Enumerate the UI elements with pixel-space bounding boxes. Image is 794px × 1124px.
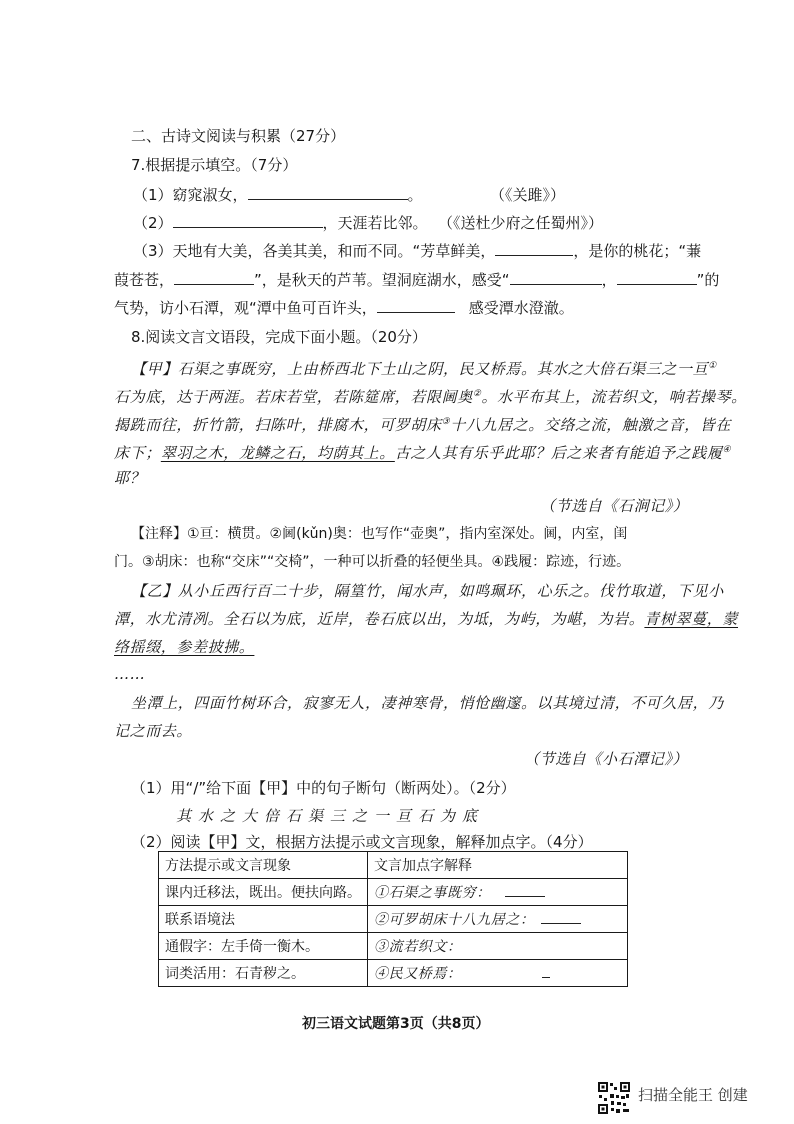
jia-line4-text: 床下； [114,444,161,462]
section-title: 二、古诗文阅读与积累（27分） [131,127,346,145]
q7-line1 [133,185,423,205]
q7-blank-7[interactable] [377,300,455,313]
yi-line2-text: 潭，水尤清冽。全石以为底，近岸，卷石底以出，为坻，为屿，为嵁，为岩。 [114,610,645,628]
jia-line3-text-b: 十八九居之。交络之流，触激之音，皆在 [450,416,732,434]
q7-line1-text: （1）窈窕淑女， [133,186,248,204]
note-mark-1: ① [708,361,717,371]
q7-line5 [114,298,574,318]
jia-line4 [114,440,731,463]
notes-line2: 门。③胡床：也称“交床”“交椅”，一种可以折叠的轻便坐具。④践履：踪迹，行迹。 [114,554,631,570]
yi-underlined-sentence-a: 青树翠蔓，蒙 [644,610,739,628]
note-mark-3: ③ [441,417,451,427]
q7-blank-1[interactable] [248,187,408,200]
jia-line2-text: 石为底，达于两涯。若床若堂，若陈筵席，若限阃奥 [114,388,473,406]
sub2-stem: （2）阅读【甲】文，根据方法提示或文言现象，解释加点字。（4分） [131,833,593,851]
q7-line1-source: （《关雎》） [490,186,566,204]
q7-line1-end: 。 [407,186,423,204]
table-row [159,906,628,933]
table-header-cell: 文言加点字解释 [368,852,628,879]
answer-blank[interactable] [542,965,550,978]
yi-line2 [114,609,738,629]
sub1-sentence[interactable]: 其水之大倍石渠三之一亘石为底 [176,807,485,825]
q7-line3-text: （3）天地有大美，各美其美，和而不同。“芳草鲜美， [133,242,496,260]
scanner-label: 扫描全能王 创建 [638,1086,748,1104]
note-mark-2: ② [472,389,482,399]
q7-line2 [133,213,428,233]
answer-prompt: ④民又桥焉： [374,966,462,982]
answer-prompt: ③流若织文： [374,939,462,955]
q7-line5-end: 感受潭水澄澈。 [468,299,574,317]
q7-blank-2[interactable] [173,215,323,228]
table-row [159,960,628,987]
qr-code-icon [597,1081,631,1115]
page-footer: 初三语文试题第3页（共8页） [302,1016,490,1032]
jia-source: （节选自《石涧记》） [540,497,689,515]
table-row [159,933,628,960]
table-cell-answer[interactable] [368,960,628,987]
method-table [158,851,628,987]
table-cell-answer[interactable] [368,933,628,960]
q7-stem: 7.根据提示填空。（7分） [131,156,298,174]
q7-line3-end: ，是你的桃花；“蒹 [573,242,702,260]
q7-line4-text: 葭苍苍， [114,271,175,289]
yi-line3 [114,637,254,657]
table-header-row [159,852,628,879]
q8-stem: 8.阅读文言文语段，完成下面小题。（20分） [131,328,427,346]
q7-blank-4[interactable] [174,272,254,285]
table-header-cell: 方法提示或文言现象 [159,852,368,879]
q7-line4-mid: ”，是秋天的芦苇。望洞庭湖水，感受“ [254,271,510,289]
q7-blank-3[interactable] [495,243,573,256]
q7-line4-comma: ， [601,271,617,289]
jia-line3-text: 揭跣而往，折竹箭，扫陈叶，排腐木，可罗胡床 [114,416,442,434]
answer-blank[interactable] [541,911,581,924]
yi-line5: 记之而去。 [114,722,193,740]
answer-prompt: ①石渠之事既穷： [374,885,491,901]
jia-line1 [131,356,717,379]
q7-line2-source: （《送杜少府之任蜀州》） [438,214,604,232]
yi-underlined-sentence-b: 络摇缀，参差披拂。 [114,638,255,656]
jia-line5: 耶？ [114,469,146,487]
q7-line2-end: ，天涯若比邻。 [322,214,428,232]
q7-blank-6[interactable] [617,272,697,285]
jia-underlined-sentence: 翠羽之木，龙鳞之石，均荫其上。 [160,444,395,462]
q7-line4 [114,270,719,290]
q7-line2-text: （2） [133,214,173,232]
jia-line4-text-b: 古之人其有乐乎此耶？后之来者有能追予之践履 [394,444,723,462]
table-cell-method: 通假字：左手倚一衡木。 [159,933,368,960]
notes-line1: 【注释】①亘：横贯。②阃(kǔn)奥：也写作“壶奥”，指内室深处。阃，内室，闺 [131,526,628,542]
jia-line1-text: 【甲】石渠之事既穷，上由桥西北下土山之阴，民又桥焉。其水之大倍石渠三之一亘 [131,360,709,378]
yi-line4: 坐潭上，四面竹树环合，寂寥无人，凄神寒骨，悄怆幽邃。以其境过清，不可久居，乃 [131,694,724,712]
q7-line4-end: ”的 [696,271,720,289]
q7-line5-text: 气势，访小石潭，观“潭中鱼可百许头， [114,299,377,317]
ellipsis: …… [114,665,146,683]
yi-source: （节选自《小石潭记》） [524,750,689,768]
answer-prompt: ②可罗胡床十八九居之： [374,912,535,928]
table-cell-method: 课内迁移法，既出。便扶向路。 [159,879,368,906]
jia-line3 [114,412,731,435]
table-cell-answer[interactable] [368,879,628,906]
jia-line2 [114,384,747,407]
table-cell-method: 词类活用：石青秽之。 [159,960,368,987]
answer-blank[interactable] [505,884,545,897]
q7-blank-5[interactable] [510,272,602,285]
table-row [159,879,628,906]
jia-line2-text-b: 。水平布其上，流若织文，响若操琴。 [481,388,747,406]
yi-line1: 【乙】从小丘西行百二十步，隔篁竹，闻水声，如鸣珮环，心乐之。伐竹取道，下见小 [131,582,724,600]
table-cell-answer[interactable] [368,906,628,933]
table-cell-method: 联系语境法 [159,906,368,933]
sub1-stem: （1）用“/”给下面【甲】中的句子断句（断两处）。（2分） [131,779,516,797]
q7-line3 [133,241,701,261]
note-mark-4: ④ [722,445,732,455]
